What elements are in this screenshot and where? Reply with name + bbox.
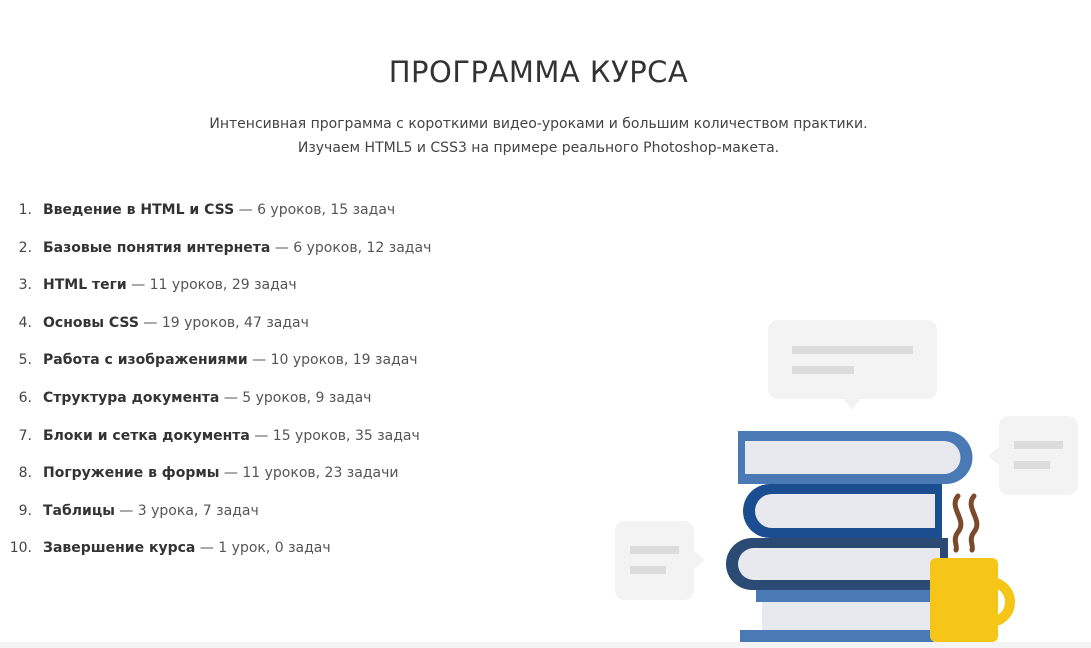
- speech-bubble-left-icon: [615, 521, 705, 600]
- module-details: 11 уроков, 23 задачи: [242, 465, 399, 482]
- module-number: 2.: [18, 239, 32, 256]
- module-number: 10.: [9, 540, 32, 557]
- module-number: 5.: [18, 352, 32, 369]
- list-item: [0, 274, 297, 312]
- module-name: Завершение курса: [43, 540, 196, 557]
- speech-bubble-right-icon: [988, 416, 1078, 495]
- book-top-icon: [738, 431, 973, 484]
- book-lower-icon: [726, 538, 948, 590]
- module-number: 3.: [18, 277, 32, 294]
- module-name: Базовые понятия интернета: [43, 239, 271, 256]
- module-name: Блоки и сетка документа: [43, 427, 250, 444]
- module-number: 8.: [18, 465, 32, 482]
- module-name: HTML теги: [43, 277, 127, 294]
- list-item: [0, 349, 418, 387]
- module-name: Погружение в формы: [43, 465, 220, 482]
- module-details: 6 уроков, 12 задач: [293, 239, 432, 256]
- section-intro: [0, 112, 1077, 160]
- list-item: [0, 425, 420, 463]
- module-details: 6 уроков, 15 задач: [257, 202, 396, 218]
- module-details: 10 уроков, 19 задач: [270, 352, 418, 369]
- intro-line-2: Изучаем HTML5 и CSS3 на примере реального Photoshop-макета.: [297, 140, 780, 156]
- module-separator: —: [199, 540, 214, 557]
- module-name: Таблицы: [43, 502, 115, 519]
- steam-icon: [955, 496, 977, 550]
- module-details: 15 уроков, 35 задач: [272, 427, 420, 444]
- module-name: Работа с изображениями: [43, 352, 248, 369]
- module-separator: —: [252, 352, 267, 369]
- module-number: 6.: [18, 389, 32, 406]
- list-item: [0, 500, 259, 538]
- module-name: Основы CSS: [43, 314, 139, 331]
- module-name: Введение в HTML и CSS: [43, 202, 235, 218]
- module-separator: —: [254, 427, 269, 444]
- module-details: 1 урок, 0 задач: [218, 540, 331, 557]
- module-name: Структура документа: [43, 389, 220, 406]
- module-separator: —: [223, 389, 238, 406]
- section-bottom-divider: [0, 642, 1091, 648]
- list-item: [0, 312, 309, 350]
- speech-bubble-top-icon: [768, 320, 937, 410]
- module-number: 4.: [18, 314, 32, 331]
- module-separator: —: [238, 202, 253, 218]
- page-title: ПРОГРАММА КУРСА: [388, 55, 689, 89]
- module-number: 7.: [18, 427, 32, 444]
- list-item: [0, 237, 432, 275]
- list-item: [0, 387, 372, 425]
- intro-line-1: Интенсивная программа с короткими видео-уроками и большим количеством практики.: [209, 116, 868, 132]
- course-module-list: [0, 199, 432, 575]
- list-item: [0, 462, 399, 500]
- module-number: 9.: [18, 502, 32, 519]
- book-middle-icon: [743, 484, 942, 538]
- list-item: [0, 537, 331, 575]
- books-and-coffee-icon: [605, 310, 1091, 648]
- module-details: 11 уроков, 29 задач: [149, 277, 297, 294]
- module-details: 19 уроков, 47 задач: [161, 314, 309, 331]
- module-separator: —: [223, 465, 238, 482]
- module-separator: —: [119, 502, 134, 519]
- module-number: 1.: [18, 202, 32, 218]
- module-separator: —: [131, 277, 146, 294]
- module-separator: —: [143, 314, 158, 331]
- module-details: 5 уроков, 9 задач: [242, 389, 372, 406]
- module-details: 3 урока, 7 задач: [137, 502, 259, 519]
- module-separator: —: [274, 239, 289, 256]
- book-bottom-icon: [740, 590, 934, 642]
- coffee-mug-icon: [930, 558, 1010, 642]
- list-item: [0, 199, 396, 237]
